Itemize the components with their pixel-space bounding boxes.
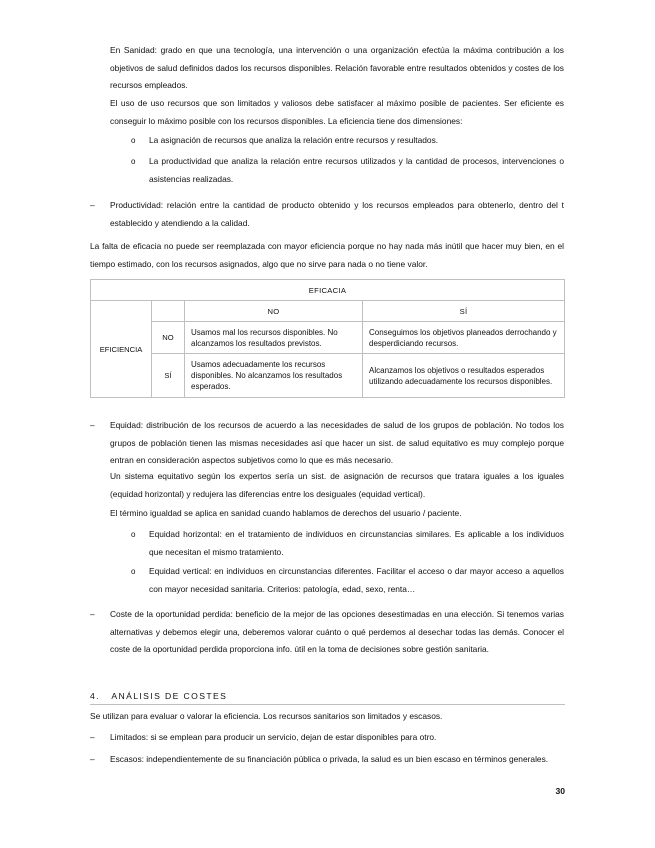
table-header-eficacia: EFICACIA [91,280,565,301]
paragraph-se-utilizan: Se utilizan para evaluar o valorar la eficiencia. Los recursos sanitarios son limitados y escasos. [90,711,443,721]
list-item-equidad-horizontal: Equidad horizontal: en el tratamiento de individuos en circunstancias similares. Es aplicable a los individuos que necesitan el mismo tratamiento. [149,529,564,557]
table-row-si: SÍ [152,354,185,398]
eficacia-eficiencia-table [90,279,565,398]
bullet-icon: o [131,157,136,166]
list-item-asignacion: La asignación de recursos que analiza la relación entre recursos y resultados. [149,135,439,145]
bullet-icon: o [131,530,136,539]
dash-icon: – [90,420,95,430]
paragraph-termino-igualdad: El término igualdad se aplica en sanidad cuando hablamos de derechos del usuario / paciente. [110,508,462,518]
list-item-equidad-vertical: Equidad vertical: en individuos en circunstancias diferentes. Facilitar el acceso o dar mayor acceso a aquellos con mayor necesidad sanitaria. Criterios: patología, edad, sexo, renta… [149,566,564,594]
section-title: ANÁLISIS DE COSTES [111,691,228,701]
section-number: 4. [90,691,100,701]
table-col-si: SÍ [363,301,565,322]
section-heading [90,690,227,702]
table-corner [152,301,185,322]
paragraph-coste-oportunidad: Coste de la oportunidad perdida: beneficio de la mejor de las opciones desestimadas en una elección. Si tenemos varias alternativas y debemos elegir una, deberemos valorar cuánto o qué perdemos al desechar todas las demás. Conocer el coste de la oportunidad perdida proporciona info. útil en la toma de decisiones sobre gestión sanitaria. [110,609,564,654]
paragraph-uso: El uso de uso recursos que son limitados y valiosos debe satisfacer al máximo posible de pacientes. Ser eficiente es conseguir lo máximo posible con los recursos disponibles. La eficiencia tiene dos dimensiones: [110,98,564,126]
list-item-productividad: La productividad que analiza la relación entre recursos utilizados y la cantidad de procesos, intervenciones o asistencias realizadas. [149,156,564,184]
table-cell-no-no: Usamos mal los recursos disponibles. No alcanzamos los resultados previstos. [185,322,363,354]
table-cell-si-no: Usamos adecuadamente los recursos disponibles. No alcanzamos los resultados esperados. [185,354,363,398]
paragraph-sanidad: En Sanidad: grado en que una tecnología, una intervención o una organización efectúa la máxima contribución a los objetivos de salud definidos dados los recursos disponibles. Relación favorable entre resultados obtenidos y costes de los recursos empleados. [110,45,564,90]
paragraph-falta-eficacia: La falta de eficacia no puede ser reemplazada con mayor eficiencia porque no hay nada más inútil que hacer muy bien, en el tiempo estimado, con los recursos asignados, algo que no sirve para nada o no tiene valor. [90,241,564,269]
dash-icon: – [90,200,95,210]
paragraph-sistema-equitativo: Un sistema equitativo según los expertos sería un sist. de asignación de recursos que tratara iguales a los iguales (equidad horizontal) y redujera las diferencias entre los desiguales (equidad vertical). [110,471,564,499]
paragraph-equidad: Equidad: distribución de los recursos de acuerdo a las necesidades de salud de los grupos de población. No todos los grupos de población tienen las mismas necesidades así que hacer un sist. de salud equitativo es muy complejo porque entran en consideración aspectos subjetivos como lo que es más necesario. [110,420,564,465]
paragraph-limitados: Limitados: si se emplean para producir un servicio, dejan de estar disponibles para otro. [110,732,437,742]
dash-icon: – [90,732,95,742]
bullet-icon: o [131,136,136,145]
table-cell-no-si: Conseguimos los objetivos planeados derrochando y desperdiciando recursos. [363,322,565,354]
table-row-no: NO [152,322,185,354]
table-col-no: NO [185,301,363,322]
page-number: 30 [555,786,565,796]
section-divider [90,704,565,705]
table-cell-si-si: Alcanzamos los objetivos o resultados esperados utilizando adecuadamente los recursos disponibles. [363,354,565,398]
paragraph-productividad: Productividad: relación entre la cantidad de producto obtenido y los recursos empleados para obtenerlo, dentro del t establecido y atendiendo a la calidad. [110,200,564,228]
bullet-icon: o [131,567,136,576]
dash-icon: – [90,609,95,619]
paragraph-escasos: Escasos: independientemente de su financiación pública o privada, la salud es un bien escaso en términos generales. [110,754,549,764]
table-header-eficiencia: EFICIENCIA [91,301,152,398]
dash-icon: – [90,754,95,764]
